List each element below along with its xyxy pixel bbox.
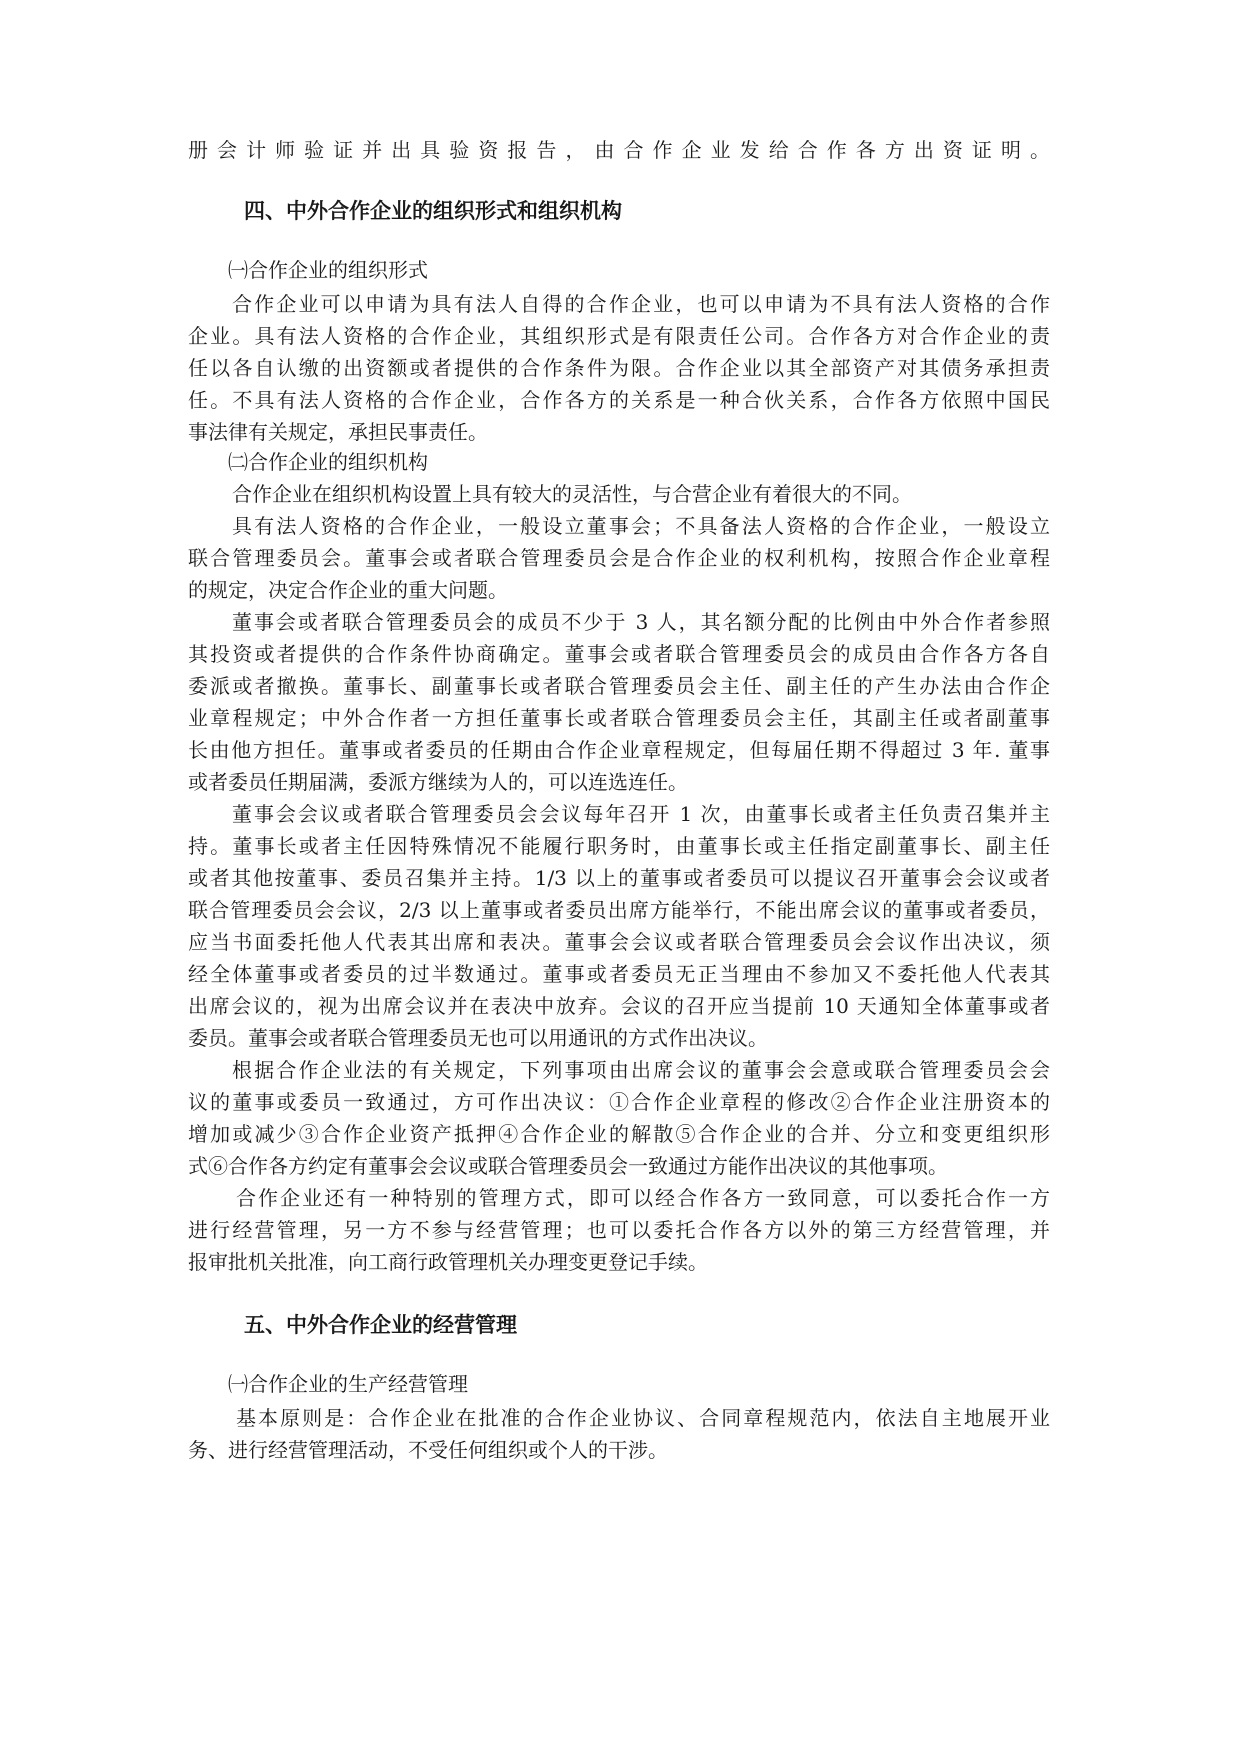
paragraph-line: 任。不具有法人资格的合作企业，合作各方的关系是一种合伙关系，合作各方依照中国民 — [188, 388, 1050, 412]
paragraph-line: 册会计师验证并出具验资报告，由合作企业发给合作各方出资证明。 — [188, 138, 1050, 162]
paragraph-line: 经全体董事或者委员的过半数通过。董事或者委员无正当理由不参加又不委托他人代表其 — [188, 962, 1050, 986]
paragraph-line: 或者其他按董事、委员召集并主持。1/3 以上的董事或者委员可以提议召开董事会会议或者 — [188, 866, 1050, 890]
paragraph-line: 联合管理委员会会议，2/3 以上董事或者委员出席方能举行，不能出席会议的董事或者委员， — [188, 898, 1050, 922]
paragraph-line: 式⑥合作各方约定有董事会会议或联合管理委员会一致通过方能作出决议的其他事项。 — [188, 1154, 948, 1178]
section-heading-5: 五、中外合作企业的经营管理 — [244, 1312, 517, 1337]
paragraph-line: 具有法人资格的合作企业，一般设立董事会；不具备法人资格的合作企业，一般设立 — [232, 514, 1050, 538]
subsection-title: ㈠合作企业的组织形式 — [228, 258, 428, 282]
paragraph-line: 企业。具有法人资格的合作企业，其组织形式是有限责任公司。合作各方对合作企业的责 — [188, 324, 1050, 348]
paragraph-line: 基本原则是：合作企业在批准的合作企业协议、合同章程规范内，依法自主地展开业 — [236, 1406, 1050, 1430]
paragraph-line: 合作企业在组织机构设置上具有较大的灵活性，与合营企业有着很大的不同。 — [232, 482, 912, 506]
paragraph-line: 其投资或者提供的合作条件协商确定。董事会或者联合管理委员会的成员由合作各方各自 — [188, 642, 1050, 666]
paragraph-line: 合作企业可以申请为具有法人自得的合作企业，也可以申请为不具有法人资格的合作 — [232, 292, 1050, 316]
section-heading-4: 四、中外合作企业的组织形式和组织机构 — [244, 198, 622, 223]
paragraph-line: 持。董事长或者主任因特殊情况不能履行职务时，由董事长或主任指定副董事长、副主任 — [188, 834, 1050, 858]
subsection-title: ㈡合作企业的组织机构 — [228, 450, 428, 474]
paragraph-line: 委派或者撤换。董事长、副董事长或者联合管理委员会主任、副主任的产生办法由合作企 — [188, 674, 1050, 698]
paragraph-line: 委员。董事会或者联合管理委员无也可以用通讯的方式作出决议。 — [188, 1026, 768, 1050]
paragraph-line: 长由他方担任。董事或者委员的任期由合作企业章程规定，但每届任期不得超过 3 年. 董事 — [188, 738, 1050, 762]
paragraph-line: 议的董事或委员一致通过，方可作出决议：①合作企业章程的修改②合作企业注册资本的 — [188, 1090, 1050, 1114]
paragraph-line: 业章程规定；中外合作者一方担任董事长或者联合管理委员会主任，其副主任或者副董事 — [188, 706, 1050, 730]
paragraph-line: 董事会或者联合管理委员会的成员不少于 3 人，其名额分配的比例由中外合作者参照 — [232, 610, 1050, 634]
paragraph-line: 进行经营管理，另一方不参与经营管理；也可以委托合作各方以外的第三方经营管理，并 — [188, 1218, 1050, 1242]
paragraph-line: 合作企业还有一种特别的管理方式，即可以经合作各方一致同意，可以委托合作一方 — [236, 1186, 1050, 1210]
paragraph-line: 的规定，决定合作企业的重大问题。 — [188, 578, 508, 602]
paragraph-line: 出席会议的，视为出席会议并在表决中放弃。会议的召开应当提前 10 天通知全体董事或者 — [188, 994, 1050, 1018]
paragraph-line: 增加或减少③合作企业资产抵押④合作企业的解散⑤合作企业的合并、分立和变更组织形 — [188, 1122, 1050, 1146]
paragraph-line: 任以各自认缴的出资额或者提供的合作条件为限。合作企业以其全部资产对其债务承担责 — [188, 356, 1050, 380]
paragraph-line: 事法律有关规定，承担民事责任。 — [188, 420, 488, 444]
paragraph-line: 董事会会议或者联合管理委员会会议每年召开 1 次，由董事长或者主任负责召集并主 — [232, 802, 1050, 826]
paragraph-line: 报审批机关批准，向工商行政管理机关办理变更登记手续。 — [188, 1250, 708, 1274]
paragraph-line: 根据合作企业法的有关规定，下列事项由出席会议的董事会会意或联合管理委员会会 — [232, 1058, 1050, 1082]
subsection-title: ㈠合作企业的生产经营管理 — [228, 1372, 468, 1396]
paragraph-line: 或者委员任期届满，委派方继续为人的，可以连选连任。 — [188, 770, 688, 794]
paragraph-line: 务、进行经营管理活动，不受任何组织或个人的干涉。 — [188, 1438, 668, 1462]
paragraph-line: 应当书面委托他人代表其出席和表决。董事会会议或者联合管理委员会会议作出决议，须 — [188, 930, 1050, 954]
paragraph-line: 联合管理委员会。董事会或者联合管理委员会是合作企业的权利机构，按照合作企业章程 — [188, 546, 1050, 570]
